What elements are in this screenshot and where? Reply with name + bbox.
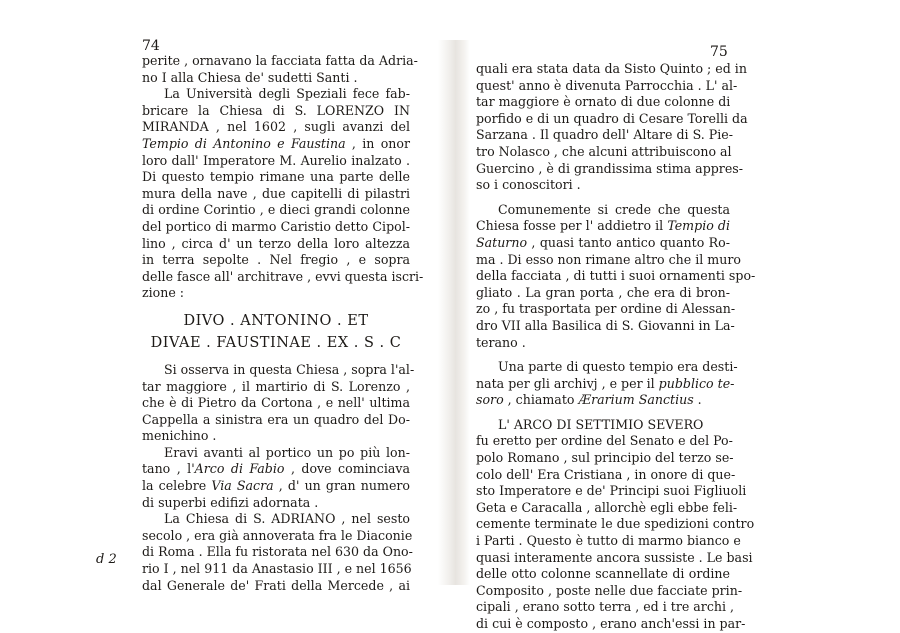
text-run: porfido e di un quadro di Cesare Torelli da [476, 110, 748, 126]
text-run: polo Romano , sul principio del terzo se- [476, 450, 734, 466]
text-run: del portico di marmo Caristio detto Cipol- [142, 218, 410, 234]
text-run: fu eretto per ordine del Senato e del Po- [476, 433, 733, 449]
text-line [476, 218, 730, 235]
text-run: L' ARCO DI SETTIMIO SEVERO [498, 416, 704, 432]
text-line [476, 533, 741, 550]
left-page [120, 0, 424, 593]
text-run: loro dall' Imperatore M. Aurelio inalzato . [142, 152, 410, 168]
text-line [142, 136, 410, 153]
text-line [142, 252, 410, 269]
text-line [142, 428, 410, 445]
text-run: che è di Pietro da Cortona , e nell' ultima [142, 395, 410, 411]
text-line [476, 549, 753, 567]
text-run: tar maggiore è ornato di due colonne di [476, 94, 731, 110]
text-run: , d' un gran numero [273, 478, 410, 494]
italic-text: Tempio di Antonino e Faustina [142, 135, 346, 151]
text-run: quest' anno è divenuta Parrocchia . L' al- [476, 77, 738, 93]
text-run: la celebre [142, 478, 212, 494]
text-line [142, 461, 410, 478]
text-run: zo , fu trasportata per ordine di Alessan- [476, 301, 736, 317]
text-run: , chiamato [503, 392, 579, 408]
text-run: dro VII alla Basilica di S. Giovanni in La- [476, 317, 735, 333]
text-line [476, 392, 730, 409]
text-line [142, 186, 410, 203]
text-line [476, 251, 741, 269]
text-line [476, 77, 738, 95]
text-line [476, 268, 756, 285]
text-line [476, 483, 747, 500]
text-run: MIRANDA , nel 1602 , sugli avanzi del [142, 119, 410, 135]
text-run: Eravi avanti al portico un po più lon- [164, 444, 410, 460]
text-run: di superbi edifizi adornata . [142, 494, 319, 510]
line-spacer [476, 194, 730, 202]
text-run: secolo , era già annoverata fra le Diaconie [142, 527, 413, 543]
text-line [142, 478, 410, 495]
text-line [476, 127, 733, 144]
text-line [142, 361, 415, 379]
text-run: Comunemente si crede che questa [498, 201, 730, 217]
italic-text: pubblico te- [658, 375, 735, 391]
text-line [476, 499, 738, 517]
text-line [476, 450, 734, 467]
text-run: cipali , erano sotto terra , ed i tre archi , [476, 599, 735, 615]
italic-text: Arco di Fabio [194, 461, 285, 477]
line-spacer [476, 409, 730, 417]
text-run: gliato . La gran porta , che era di bron- [476, 284, 730, 300]
text-line [476, 375, 735, 393]
line-spacer [142, 302, 410, 310]
right-page-text [476, 61, 756, 633]
text-line [476, 235, 730, 252]
text-run: lino , circa d' un terzo della loro altezza [142, 235, 410, 251]
text-line [142, 285, 410, 302]
text-run: tar maggiore , il martirio di S. Lorenzo , [142, 378, 410, 394]
text-run: tro Nolasco , che alcuni attribuiscono al [476, 143, 732, 159]
text-run: sto Imperatore e de' Principi suoi Figliuoli [476, 483, 747, 499]
line-spacer [476, 351, 730, 359]
line-spacer [142, 354, 410, 362]
text-run: della facciata , di tutti i suoi ornamenti spo- [476, 268, 756, 284]
text-line [142, 103, 410, 120]
text-line [142, 412, 410, 429]
italic-text: Tempio di [667, 218, 730, 234]
text-run: La Università degli Speziali fece fab- [164, 86, 410, 102]
book-gutter [438, 40, 470, 585]
text-run: zione : [142, 285, 185, 301]
text-run: , quasi tanto antico quanto Ro- [527, 234, 730, 250]
italic-text: Ærarium Sanctius [578, 392, 694, 408]
text-run: DIVO . ANTONINO . ET [183, 312, 369, 329]
text-line [142, 86, 410, 103]
text-run: Chiesa fosse per l' addietro il [476, 218, 668, 234]
text-line [476, 301, 736, 318]
text-run: Si osserva in questa Chiesa , sopra l'al- [164, 361, 415, 377]
text-line [476, 466, 736, 484]
text-line [476, 61, 747, 78]
right-page [470, 0, 756, 631]
text-line [142, 379, 410, 396]
text-run: i Parti . Questo è tutto di marmo bianco e [476, 533, 741, 549]
text-line [476, 359, 738, 376]
text-run: La Chiesa di S. ADRIANO , nel sesto [164, 511, 410, 527]
text-line [476, 433, 733, 450]
text-run: mura della nave , due capitelli di pilastri [142, 185, 410, 201]
text-run: di ordine Corintio , e dieci grandi colonne [142, 202, 410, 218]
inscription-line [142, 332, 410, 354]
text-line [476, 335, 730, 352]
text-run: dal Generale de' Frati della Mercede , ai [142, 577, 410, 593]
text-run: tano , l' [142, 461, 195, 477]
text-run: rio I , nel 911 da Anastasio III , e nel 1656 [142, 561, 412, 577]
text-run: bricare la Chiesa di S. LORENZO IN [142, 102, 410, 118]
text-run: Sarzana . Il quadro dell' Altare di S. Pie- [476, 127, 733, 143]
text-run: perite , ornavano la facciata fatta da Adria- [142, 53, 418, 68]
text-line [142, 70, 410, 87]
signature-mark: d 2 [96, 552, 117, 567]
text-run: Composito , poste nelle due facciate prin- [476, 582, 743, 598]
text-line [142, 236, 410, 253]
text-line [476, 110, 748, 128]
text-run: so i conoscitori . [476, 177, 581, 193]
text-line [476, 285, 730, 302]
text-line [142, 53, 418, 70]
inscription-line [142, 310, 410, 332]
text-run: di cui è composto , erano anch'essi in par- [476, 616, 746, 631]
text-run: , in onor [345, 135, 410, 151]
text-run: ma . Di esso non rimane altro che il muro [476, 251, 741, 267]
text-line [142, 511, 410, 528]
page-number: 74 [142, 38, 160, 54]
text-run: . [693, 392, 702, 408]
text-line [476, 177, 730, 194]
text-run: di Roma . Ella fu ristorata nel 630 da Ono- [142, 544, 413, 560]
text-line [142, 153, 410, 170]
text-line [476, 616, 746, 633]
text-run: quasi interamente ancora sussiste . Le basi [476, 549, 753, 565]
text-run: nata per gli archivj , e per il [476, 375, 659, 391]
text-run: no I alla Chiesa de' sudetti Santi . [142, 69, 358, 85]
italic-text: Saturno [476, 234, 528, 250]
text-run: menichino . [142, 428, 217, 444]
text-run: cemente terminate le due spedizioni contro [476, 516, 755, 532]
text-run: colo dell' Era Cristiana , in onore di que- [476, 466, 736, 482]
italic-text: soro [476, 392, 504, 408]
text-line [142, 268, 424, 286]
text-line [142, 119, 410, 136]
text-run: delle otto colonne scannellate di ordine [476, 566, 730, 582]
text-line [142, 527, 413, 545]
text-line [142, 544, 413, 561]
text-run: in terra sepolte . Nel fregio , e sopra [142, 252, 410, 268]
text-run: Cappella a sinistra era un quadro del Do- [142, 411, 410, 427]
text-line [476, 160, 744, 178]
text-line [142, 561, 410, 578]
text-line [142, 578, 410, 595]
text-line [476, 599, 735, 616]
text-line [476, 317, 735, 335]
page-number: 75 [710, 44, 728, 60]
text-line [142, 495, 410, 512]
text-run: , dove cominciava [284, 461, 410, 477]
text-run: Guercino , è di grandissima stima appres- [476, 160, 744, 176]
text-run: quali era stata data da Sisto Quinto ; ed in [476, 61, 747, 76]
text-line [476, 582, 743, 600]
text-run: Di questo tempio rimane una parte delle [142, 169, 410, 185]
text-line [476, 94, 730, 111]
text-line [142, 395, 410, 412]
text-line [142, 169, 410, 186]
left-page-text [142, 53, 424, 594]
text-line [142, 202, 410, 219]
text-run: DIVAE . FAUSTINAE . EX . S . C [150, 334, 402, 351]
text-line [476, 144, 730, 161]
text-run: Una parte di questo tempio era desti- [498, 359, 738, 375]
text-run: delle fasce all' architrave , evvi questa iscri- [142, 268, 424, 284]
text-line [142, 445, 410, 462]
text-run: terano . [476, 334, 526, 350]
text-run: Geta e Caracalla , allorchè egli ebbe feli- [476, 499, 738, 515]
text-line [142, 219, 410, 236]
text-line [476, 202, 730, 219]
text-line [476, 516, 755, 533]
text-line [476, 417, 730, 434]
text-line [476, 566, 730, 583]
italic-text: Via Sacra [211, 478, 274, 494]
